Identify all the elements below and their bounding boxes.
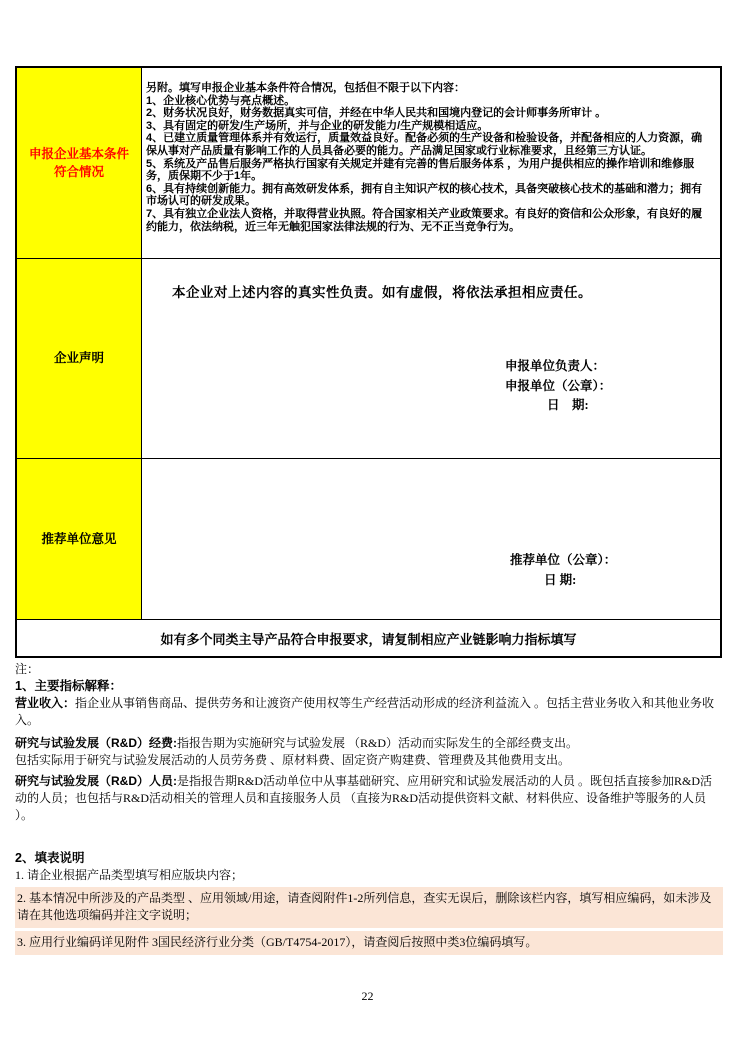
basic-condition-item-4: 4、已建立质量管理体系并有效运行，质量效益良好。配备必须的生产设备和检验设备，并配备相应的人力资源，确保从事对产品质量有影响工作的人员具备必要的能力。产品满足国家或行业标准要求，且经第三方认证。 [146,132,703,157]
definition-rd-expense-text: 指报告期为实施研究与试验发展 （R&D）活动而实际发生的全部经费支出。 [177,736,579,750]
definition-rd-personnel-text: 是指报告期R&D活动单位中从事基础研究、应用研究和试验发展活动的人员 。既包括直接参加R&D活动的人员；也包括与R&D活动相关的管理人员和直接服务人员 （直接为R&D活动提供资料文献、材料供应、设备维护等服务的人员 ）。 [15,774,713,822]
recommendation-signature-block [510,551,616,590]
definition-rd-expense-text2: 包括实际用于研究与试验发展活动的人员劳务费 、原材料费、固定资产购建费、管理费及其他费用支出。 [15,753,571,767]
basic-condition-item-6: 6、具有持续创新能力。拥有高效研发体系，拥有自主知识产权的核心技术，具备突破核心技术的基础和潜力；拥有市场认可的研发成果。 [146,182,703,208]
row-recommendation-opinion [17,459,720,620]
recommendation-opinion-content-cell[interactable] [142,459,720,619]
notes-section2-title: 2、填表说明 [15,851,85,865]
fill-instruction-1: 1. 请企业根据产品类型填写相应版块内容； [15,868,244,882]
declaration-statement: 本企业对上述内容的真实性负责。如有虚假，将依法承担相应责任。 [172,285,592,301]
footer-instruction-row [17,620,720,656]
basic-conditions-label: 申报企业基本条件符合情况 [17,68,142,258]
basic-conditions-intro: 另附。填写申报企业基本条件符合情况，包括但不限于以下内容： [146,82,465,94]
recommendation-date-label: 日 期: [544,572,577,587]
application-form-table [15,66,722,658]
footer-instruction-text: 如有多个同类主导产品符合申报要求，请复制相应产业链影响力指标填写 [160,631,577,647]
definition-rd-expense-term: 研究与试验发展（R&D）经费: [15,736,177,750]
page-number: 22 [361,989,374,1003]
definition-rd-personnel-term: 研究与试验发展（R&D）人员: [15,774,177,788]
enterprise-declaration-label: 企业声明 [17,259,142,458]
basic-conditions-text [142,68,720,233]
recommending-unit-seal-label: 推荐单位（公章）： [510,553,617,568]
declarant-unit-seal-label: 申报单位（公章）： [505,378,612,393]
basic-condition-item-2: 2、财务状况良好，财务数据真实可信，并经在中华人民共和国境内登记的会计师事务所审计 。 [146,107,607,120]
enterprise-declaration-content-cell[interactable] [142,259,720,458]
definition-operating-revenue-term: 营业收入： [15,696,76,710]
notes-section1-title: 1、主要指标解释： [15,679,122,693]
row-basic-conditions [17,68,720,259]
definition-rd-personnel [15,773,723,824]
definition-operating-revenue-text: 指企业从事销售商品、提供劳务和让渡资产使用权等生产经营活动形成的经济利益流入 。包括主营业务收入和其他业务收入。 [15,696,715,727]
notes-section [15,661,723,955]
row-enterprise-declaration [17,259,720,459]
basic-conditions-content-cell[interactable] [142,68,720,258]
definition-rd-expense [15,735,723,752]
declaration-date-label: 日 期: [547,398,589,413]
notes-title: 注： [15,662,40,676]
basic-condition-item-7: 7、具有独立企业法人资格，并取得营业执照。符合国家相关产业政策要求。有良好的资信和公众形象，有良好的履约能力，依法纳税，近三年无触犯国家法律法规的行为、无不正当竞争行为。 [146,207,703,233]
fill-instruction-2: 2. 基本情况中所涉及的产品类型 、应用领域/用途，请查阅附件1-2所列信息，查实无误后，删除该栏内容，填写相应编码，如未涉及请在其他选项编码并注文字说明； [15,887,723,928]
fill-instruction-3: 3. 应用行业编码详见附件 3国民经济行业分类（GB/T4754-2017），请查阅后按照中类3位编码填写。 [15,931,723,955]
basic-condition-item-5: 5、系统及产品售后服务严格执行国家有关规定并建有完善的售后服务体系 ，为用户提供相应的操作培训和维修服务，质保期不少于1年。 [146,157,695,183]
definition-operating-revenue [15,695,723,729]
recommendation-opinion-label: 推荐单位意见 [17,459,142,619]
basic-condition-item-1: 1、企业核心优势与亮点概述。 [146,94,296,107]
declaration-signature-block [505,357,611,416]
basic-condition-item-3: 3、具有固定的研发/生产场所，并与企业的研发能力/生产规模相适应。 [146,119,489,132]
declarant-responsible-person-label: 申报单位负责人： [505,359,606,374]
